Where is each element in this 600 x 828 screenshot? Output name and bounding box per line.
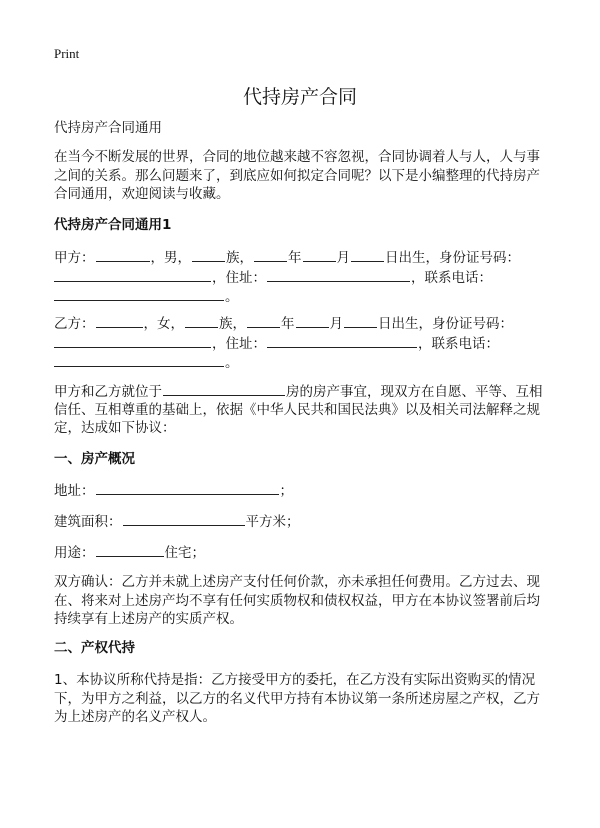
name-blank[interactable]: [96, 248, 150, 262]
label: 。: [225, 289, 239, 305]
label: 。: [225, 355, 239, 371]
label: 族，: [226, 250, 253, 266]
label: ，联系电话：: [418, 335, 499, 352]
id-blank[interactable]: [54, 334, 211, 348]
ethnic-blank[interactable]: [185, 314, 218, 328]
ethnic-blank[interactable]: [192, 248, 225, 262]
label: 乙方：: [54, 316, 95, 332]
usage-blank[interactable]: [96, 543, 164, 557]
clause-paragraph: [54, 671, 554, 727]
address-blank[interactable]: [96, 481, 279, 495]
year-blank[interactable]: [247, 314, 280, 328]
label: ，住址：: [212, 335, 266, 352]
text-line: 信任、互相尊重的基础上，依据《中华人民共和国民法典》以及相关司法解释之规: [54, 401, 540, 418]
text: 甲方和乙方就位于: [54, 384, 162, 400]
label: 年: [288, 250, 302, 266]
area-blank[interactable]: [123, 512, 245, 526]
label: ，男，: [150, 250, 191, 266]
label: 用途：: [54, 545, 95, 561]
id-blank[interactable]: [54, 268, 211, 282]
label: 年: [281, 316, 295, 332]
section-heading: 代持房产合同通用1: [54, 217, 172, 233]
usage-row: [54, 543, 554, 563]
label: 建筑面积：: [54, 514, 122, 530]
month-blank[interactable]: [296, 314, 329, 328]
text: 住宅；: [164, 545, 205, 561]
address-row: [54, 481, 554, 501]
party-a-block: [54, 248, 554, 306]
text: ；: [279, 483, 293, 499]
text-line: 之间的关系。那么问题来了，到底应如何拟定合同呢？以下是小编整理的代持房产: [54, 167, 540, 184]
label: 日出生，身份证号码：: [385, 250, 520, 266]
print-link[interactable]: Print: [54, 46, 80, 61]
label: 甲方：: [54, 250, 95, 266]
area-row: [54, 512, 554, 532]
subtitle: 代持房产合同通用: [54, 120, 162, 136]
party-b-block: [54, 314, 554, 372]
phone-blank[interactable]: [54, 353, 224, 367]
text-line: 合同通用，欢迎阅读与收藏。: [54, 186, 230, 202]
address-blank[interactable]: [267, 334, 417, 348]
label: 地址：: [54, 483, 95, 499]
agreement-paragraph: [54, 382, 554, 438]
text-line: 为上述房产的名义产权人。: [54, 709, 216, 725]
property-location-blank[interactable]: [163, 382, 285, 396]
text-line: 在、将来对上述房产均不享有任何实质物权和债权权益，甲方在本协议签署前后均: [54, 592, 540, 609]
label: 族，: [219, 316, 246, 332]
text-line: 定，达成如下协议：: [54, 420, 176, 436]
label: ，女，: [143, 316, 184, 332]
text-line: 1、本协议所称代持是指：乙方接受甲方的委托，在乙方没有实际出资购买的情况: [54, 672, 536, 688]
text: 平方米；: [245, 514, 300, 530]
text-line: 下，为甲方之利益，以乙方的名义代甲方持有本协议第一条所述房屋之产权，乙方: [54, 690, 540, 707]
address-blank[interactable]: [267, 268, 410, 282]
month-blank[interactable]: [303, 248, 336, 262]
label: ，住址：: [212, 269, 266, 286]
name-blank[interactable]: [96, 314, 143, 328]
phone-blank[interactable]: [54, 287, 224, 301]
document-title: 代持房产合同: [242, 86, 357, 108]
day-blank[interactable]: [351, 248, 384, 262]
label: 月: [329, 316, 343, 332]
text: 房的房产事宜，现双方在自愿、平等、互相: [286, 384, 543, 400]
label: 日出生，身份证号码：: [378, 316, 513, 332]
year-blank[interactable]: [254, 248, 287, 262]
text-line: 双方确认：乙方并未就上述房产支付任何价款，亦未承担任何费用。乙方过去、现: [54, 574, 540, 590]
text-line: 持续享有上述房产的实质产权。: [54, 611, 243, 627]
day-blank[interactable]: [344, 314, 377, 328]
section-heading: 一、房产概况: [54, 451, 135, 467]
intro-paragraph: [54, 148, 554, 204]
text-line: 在当今不断发展的世界，合同的地位越来越不容忽视，合同协调着人与人，人与事: [54, 149, 540, 165]
confirm-paragraph: [54, 573, 554, 629]
label: ，联系电话：: [411, 269, 492, 286]
label: 月: [336, 250, 350, 266]
section-heading: 二、产权代持: [54, 640, 135, 656]
